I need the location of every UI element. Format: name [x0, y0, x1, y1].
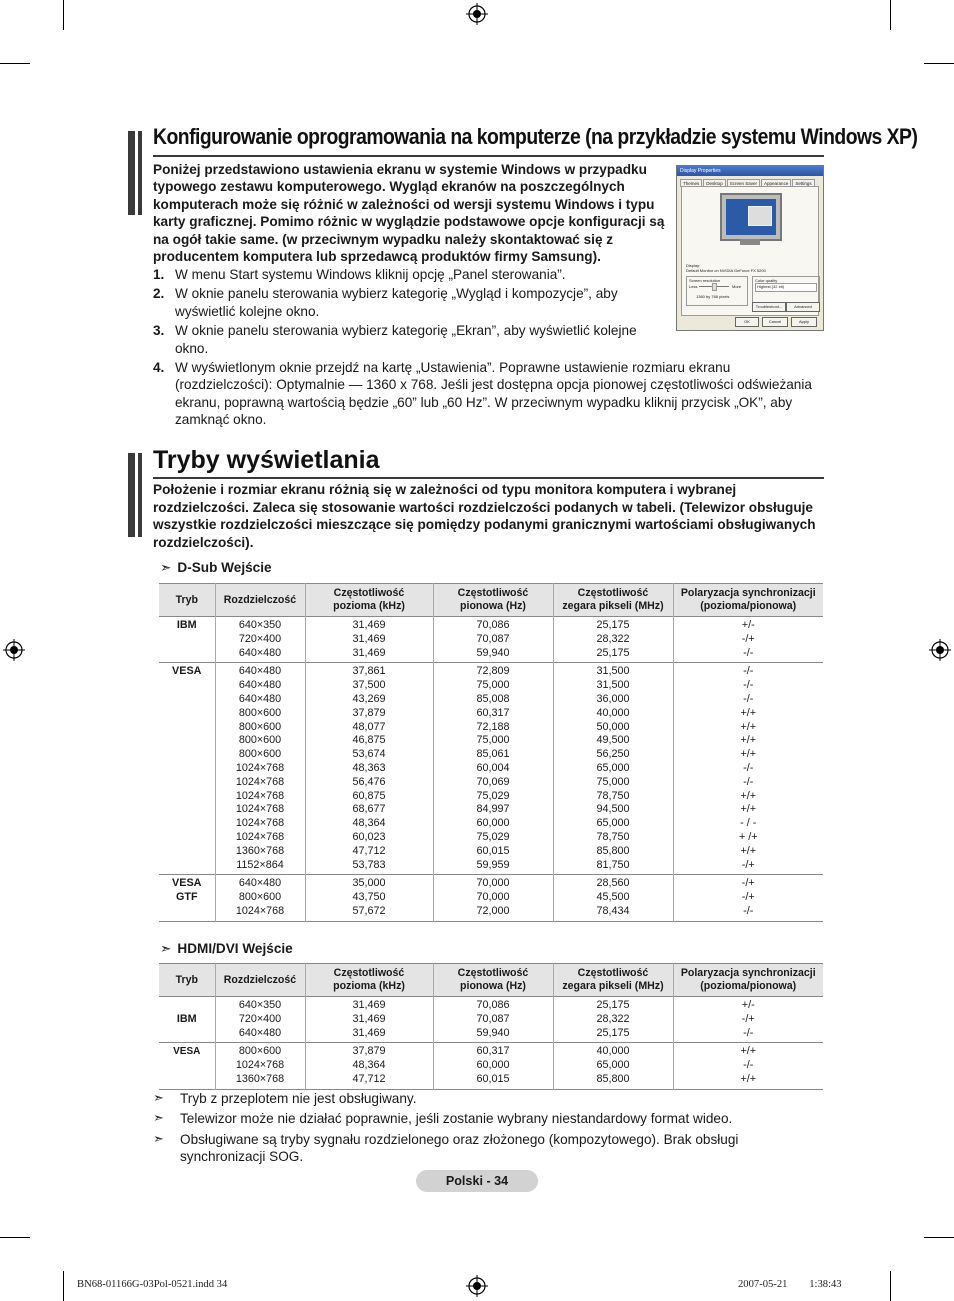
section-bar	[138, 131, 142, 215]
advanced-button: Advanced	[786, 302, 820, 312]
resolution-cell: 640×350 720×400 640×480	[215, 997, 305, 1043]
step-number: 3.	[153, 323, 165, 339]
header-cell: Rozdzielczość	[215, 584, 305, 617]
crop-mark	[924, 63, 954, 64]
color-label: Color quality	[755, 278, 778, 283]
less-label: Less	[689, 284, 698, 289]
header-cell: Tryb	[159, 584, 215, 617]
polarity-cell: -/+ -/+ -/-	[673, 875, 823, 921]
polarity-cell: +/- -/+ -/-	[673, 997, 823, 1043]
resolution-label: Screen resolution	[689, 278, 721, 283]
polarity-cell: +/- -/+ -/-	[673, 617, 823, 663]
polarity-cell: -/- -/- -/- +/+ +/+ +/+ +/+ -/- -/- +/+ +/+ - / - + /+ +/+ -/+	[673, 663, 823, 875]
resolution-value: 1360 by 768 pixels	[696, 294, 730, 299]
resolution-cell: 800×600 1024×768 1360×768	[215, 1043, 305, 1089]
table-row	[159, 997, 823, 1043]
section-title-display-modes: Tryby wyświetlania	[153, 446, 380, 474]
hfreq-cell: 37,861 37,500 43,269 37,879 48,077 46,875 53,674 48,363 56,476 60,875 68,677 48,364 60,023 47,712 53,783	[305, 663, 433, 875]
vfreq-cell: 70,086 70,087 59,940	[433, 997, 553, 1043]
step-item	[153, 285, 653, 320]
registration-mark-icon	[466, 3, 488, 25]
dsub-heading-text: D-Sub Wejście	[177, 560, 272, 575]
header-cell: Tryb	[159, 964, 215, 997]
step-number: 2.	[153, 286, 165, 302]
polarity-cell: +/+ -/- +/+	[673, 1043, 823, 1089]
intro-display-modes: Położenie i rozmiar ekranu różnią się w zależności od typu monitora komputera i wybranej rozdzielczości. Zaleca się stosowanie wartości rozdzielczości podanych w tabeli. (Telewizor obsługuje wszystkie rozdzielczości mieszczące się pomiędzy podanymi granicznymi wartościami obsługiwanych rozdzielczości).	[153, 482, 816, 550]
ok-button: OK	[735, 317, 759, 327]
header-cell: Częstotliwość zegara pikseli (MHz)	[553, 964, 673, 997]
steps-list	[153, 266, 825, 431]
header-cell: Polaryzacja synchronizacji (pozioma/pionowa)	[673, 584, 823, 617]
mode-cell: VESA	[172, 665, 202, 678]
header-cell: Częstotliwość zegara pikseli (MHz)	[553, 584, 673, 617]
hdmi-heading-text: HDMI/DVI Wejście	[177, 941, 293, 956]
section-bar	[128, 453, 135, 537]
step-text: W oknie panelu sterowania wybierz kategorię „Wygląd i kompozycje”, aby wyświetlić kolejne okno.	[175, 286, 618, 319]
note-arrow-icon: ➣	[153, 1090, 164, 1105]
tab-screen-saver: Screen Saver	[727, 179, 760, 187]
note-item	[153, 1090, 793, 1107]
registration-mark-icon	[929, 639, 951, 661]
dsub-heading	[160, 560, 272, 576]
header-cell: Rozdzielczość	[215, 964, 305, 997]
section-title-configuration: Konfigurowanie oprogramowania na komputerze (na przykładzie systemu Windows XP)	[153, 124, 918, 149]
tab-desktop: Desktop	[703, 179, 726, 187]
resolution-cell: 640×350 720×400 640×480	[215, 617, 305, 663]
tab-themes: Themes	[680, 179, 702, 187]
color-value: Highest (32 bit)	[757, 284, 785, 289]
section-bar	[138, 453, 142, 537]
note-arrow-icon: ➣	[153, 1130, 164, 1146]
page-number-badge: Polski - 34	[416, 1170, 538, 1192]
table-header-row	[159, 584, 823, 617]
step-number: 4.	[153, 360, 165, 376]
section-bar	[128, 131, 135, 215]
step-text: W menu Start systemu Windows kliknij opcję „Panel sterowania”.	[175, 267, 566, 282]
tab-appearance: Appearance	[761, 179, 791, 187]
registration-mark-icon	[3, 639, 25, 661]
tab-settings: Settings	[792, 179, 814, 187]
clock-cell: 28,560 45,500 78,434	[553, 875, 673, 921]
crop-mark	[0, 63, 30, 64]
dsub-table	[159, 583, 823, 922]
cancel-button: Cancel	[762, 317, 788, 327]
mode-cell: VESA	[173, 1046, 201, 1058]
footer-timestamp: 2007-05-21 ￿￿ 1:38:43	[738, 1279, 842, 1290]
header-cell: Polaryzacja synchronizacji (pozioma/pionowa)	[673, 964, 823, 997]
apply-button: Apply	[791, 317, 817, 327]
arrow-icon: ➣	[160, 941, 172, 956]
crop-mark	[890, 0, 891, 30]
vfreq-cell: 72,809 75,000 85,008 60,317 72,188 75,000 85,061 60,004 70,069 75,029 84,997 60,000 75,029 60,015 59,959	[433, 663, 553, 875]
hfreq-cell: 31,469 31,469 31,469	[305, 617, 433, 663]
step-item	[153, 266, 670, 283]
step-item	[153, 322, 653, 357]
footer-file-info: BN68-01166G-03Pol-0521.indd 34	[77, 1279, 228, 1290]
clock-cell: 40,000 65,000 85,800	[553, 1043, 673, 1089]
vfreq-cell: 70,000 70,000 72,000	[433, 875, 553, 921]
header-cell: Częstotliwość pionowa (Hz)	[433, 584, 553, 617]
table-row	[159, 663, 823, 875]
vfreq-cell: 70,086 70,087 59,940	[433, 617, 553, 663]
resolution-cell: 640×480 800×600 1024×768	[215, 875, 305, 921]
note-text: Telewizor może nie działać poprawnie, jeśli zostanie wybrany niestandardowy format wideo.	[180, 1111, 733, 1127]
step-text: W wyświetlonym oknie przejdź na kartę „Ustawienia”. Poprawne ustawienie rozmiaru ekranu (rozdzielczości): Optymalnie — 1360 x 768. Jeśli jest dostępna opcja pionowej częstotliwości odświeżania ekranu, poprawną wartością będzie „60” lub „60 Hz”. W przeciwnym wypadku kliknij przycisk „OK”, aby zamknąć okno.	[175, 360, 812, 428]
hfreq-cell: 37,879 48,364 47,712	[305, 1043, 433, 1089]
note-text: Tryb z przeplotem nie jest obsługiwany.	[180, 1091, 417, 1106]
header-cell: Częstotliwość pozioma (kHz)	[305, 964, 433, 997]
title-rule	[153, 155, 824, 157]
resolution-cell: 640×480 640×480 640×480 800×600 800×600 800×600 800×600 1024×768 1024×768 1024×768 1024×768 1024×768 1024×768 1360×768 1152×864	[215, 663, 305, 875]
display-label: Display:	[686, 263, 701, 268]
hdmi-heading	[160, 941, 293, 957]
monitor-icon	[720, 193, 782, 241]
hfreq-cell: 35,000 43,750 57,672	[305, 875, 433, 921]
hfreq-cell: 31,469 31,469 31,469	[305, 997, 433, 1043]
crop-mark	[0, 1237, 30, 1238]
crop-mark	[63, 0, 64, 30]
troubleshoot-button: Troubleshoot...	[752, 302, 786, 312]
crop-mark	[890, 1271, 891, 1301]
step-number: 1.	[153, 267, 165, 282]
display-value: Default Monitor on NVIDIA GeForce FX 5200	[686, 268, 766, 273]
mode-cell: IBM	[176, 1012, 197, 1025]
header-cell: Częstotliwość pozioma (kHz)	[305, 584, 433, 617]
more-label: More	[732, 284, 742, 289]
header-cell: Częstotliwość pionowa (Hz)	[433, 964, 553, 997]
vfreq-cell: 60,317 60,000 60,015	[433, 1043, 553, 1089]
intro-configuration: Poniżej przedstawiono ustawienia ekranu w systemie Windows w przypadku typowego zestawu komputerowego. Wygląd ekranów na poszczególnych komputerach może się różnić w zależności od wersji systemu Windows i typu karty graficznej. Pomimo różnic w wyglądzie podstawowe opcje konfiguracji są na ogół takie same. (w przeciwnym wypadku należy skontaktować się z producentem komputera lub sprzedawcą produktów firmy Samsung).	[153, 162, 665, 265]
table-row	[159, 875, 823, 921]
note-item	[153, 1110, 793, 1127]
crop-mark	[924, 1237, 954, 1238]
table-row	[159, 1043, 823, 1089]
clock-cell: 25,175 28,322 25,175	[553, 997, 673, 1043]
registration-mark-icon	[466, 1275, 488, 1297]
note-arrow-icon: ➣	[153, 1110, 164, 1126]
arrow-icon: ➣	[160, 560, 172, 575]
step-text: W oknie panelu sterowania wybierz kategorię „Ekran”, aby wyświetlić kolejne okno.	[175, 323, 637, 356]
window-title: Display Properties	[677, 166, 823, 176]
title-rule	[153, 477, 824, 479]
note-item	[153, 1131, 793, 1166]
table-row	[159, 617, 823, 663]
table-header-row	[159, 964, 823, 997]
monitor-stand	[740, 239, 760, 245]
step-item	[153, 359, 825, 429]
clock-cell: 31,500 31,500 36,000 40,000 50,000 49,500 56,250 65,000 75,000 78,750 94,500 65,000 78,750 85,800 81,750	[553, 663, 673, 875]
mode-cell: IBM	[176, 619, 197, 631]
clock-cell: 25,175 28,322 25,175	[553, 617, 673, 663]
hdmi-table	[159, 963, 823, 1090]
notes-list	[153, 1090, 793, 1169]
crop-mark	[63, 1271, 64, 1301]
note-text: Obsługiwane są tryby sygnału rozdzielonego oraz złożonego (kompozytowego). Brak obsługi synchronizacji SOG.	[180, 1131, 739, 1165]
mode-cell: VESA GTF	[172, 877, 202, 904]
